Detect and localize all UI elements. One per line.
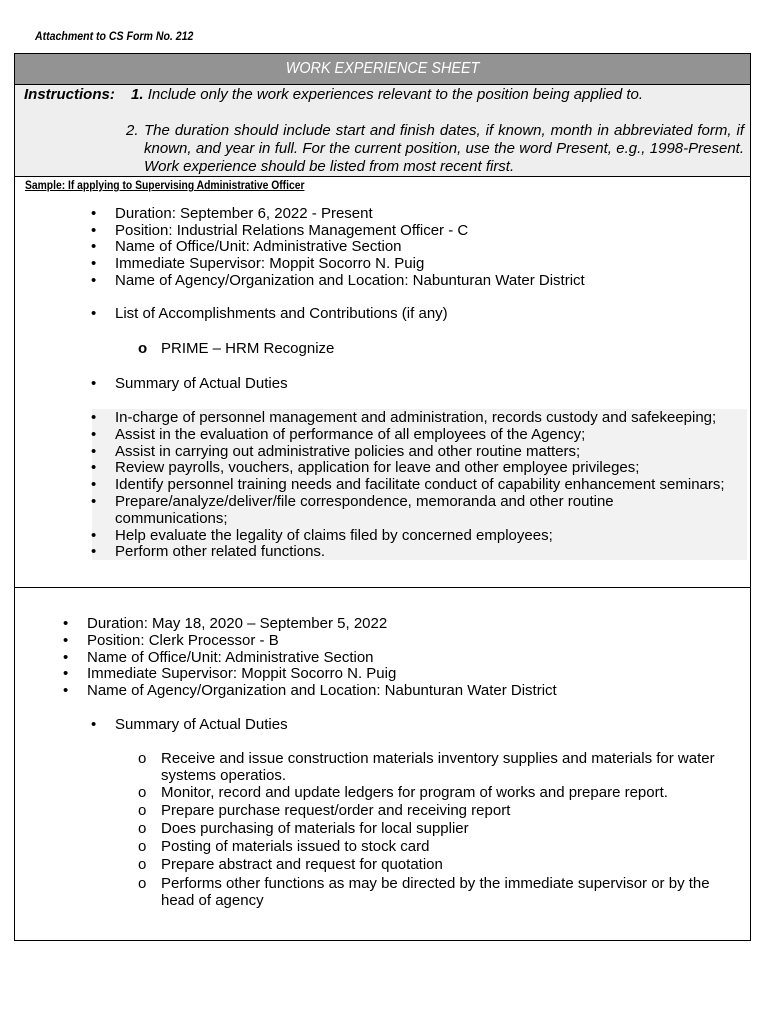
job2-duty-item: o Prepare purchase request/order and receiving report — [138, 802, 511, 819]
job1-agency: • Name of Agency/Organization and Location: Nabunturan Water District — [91, 272, 585, 289]
duty-item: • Review payrolls, vouchers, application for leave and other employee privileges; — [91, 459, 640, 476]
job2-duty-item: o Prepare abstract and request for quotation — [138, 856, 443, 873]
job2-duties-label: • Summary of Actual Duties — [91, 716, 288, 733]
job1-accomplishments-label: • List of Accomplishments and Contributions (if any) — [91, 305, 448, 322]
job2-duration: • Duration: May 18, 2020 – September 5, 2022 — [63, 615, 388, 632]
duty-item: • Assist in carrying out administrative policies and other routine matters; — [91, 443, 581, 460]
job2-duty-item: o Posting of materials issued to stock card — [138, 838, 430, 855]
duty-item: • Identify personnel training needs and facilitate conduct of capability enhancement seminars; — [91, 476, 725, 493]
duty-item: • Perform other related functions. — [91, 543, 326, 560]
job2-duty-item: o Performs other functions as may be directed by the immediate supervisor or by the head of agency — [138, 875, 710, 909]
duty-item: • In-charge of personnel management and administration, records custody and safekeeping; — [91, 409, 717, 426]
attachment-label: Attachment to CS Form No. 212 — [35, 29, 194, 43]
instructions-label: Instructions: — [24, 86, 115, 103]
instruction-1: 1. Include only the work experiences relevant to the position being applied to. — [131, 86, 644, 103]
work-experience-sheet — [14, 53, 751, 588]
duty-item: • Prepare/analyze/deliver/file correspondence, memoranda and other routine communications; — [91, 493, 614, 527]
job1-accomplishment-item: o PRIME – HRM Recognize — [138, 340, 335, 357]
job2-agency: • Name of Agency/Organization and Location: Nabunturan Water District — [63, 682, 557, 699]
duty-item: • Assist in the evaluation of performance of all employees of the Agency; — [91, 426, 586, 443]
sample-label: Sample: If applying to Supervising Administrative Officer — [25, 178, 305, 192]
job1-duties-list — [92, 409, 747, 560]
instruction-2: 2. The duration should include start and finish dates, if known, month in abbreviated form, if known, and year in full. For the current position, use the word Present, e.g., 1998-Present. Work experience should be listed from most recent first. — [126, 122, 744, 175]
job2-position: • Position: Clerk Processor - B — [63, 632, 279, 649]
job1-duties-label: • Summary of Actual Duties — [91, 375, 288, 392]
instructions-box — [15, 85, 750, 177]
job1-duration: • Duration: September 6, 2022 - Present — [91, 205, 373, 222]
job2-duty-item: o Monitor, record and update ledgers for program of works and prepare report. — [138, 784, 668, 801]
sheet-title: WORK EXPERIENCE SHEET — [15, 54, 750, 85]
job2-supervisor: • Immediate Supervisor: Moppit Socorro N. Puig — [63, 665, 397, 682]
work-experience-entry-2 — [14, 588, 751, 941]
job1-office: • Name of Office/Unit: Administrative Section — [91, 238, 402, 255]
duty-item: • Help evaluate the legality of claims filed by concerned employees; — [91, 527, 553, 544]
job2-duty-item: o Does purchasing of materials for local supplier — [138, 820, 469, 837]
job2-office: • Name of Office/Unit: Administrative Section — [63, 649, 374, 666]
job1-supervisor: • Immediate Supervisor: Moppit Socorro N. Puig — [91, 255, 425, 272]
job1-position: • Position: Industrial Relations Management Officer - C — [91, 222, 469, 239]
job2-duty-item: o Receive and issue construction materials inventory supplies and materials for water systems operatios. — [138, 750, 715, 784]
